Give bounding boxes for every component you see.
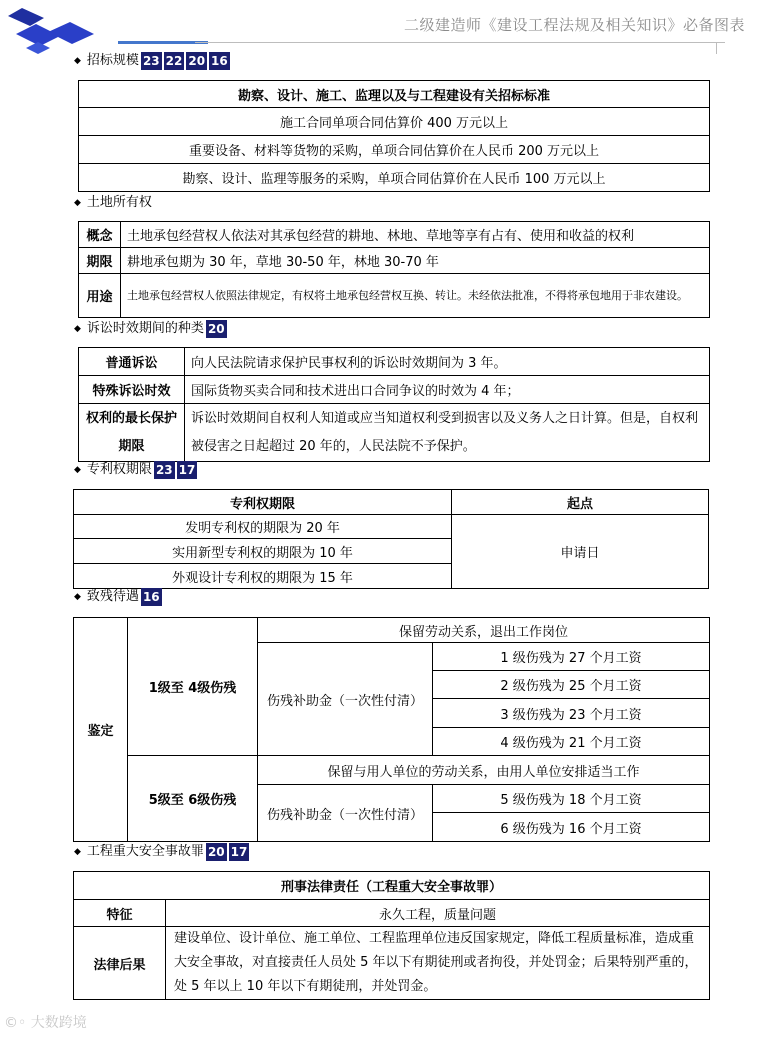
column-header: 起点 (452, 490, 709, 515)
section-crime-heading (74, 843, 249, 861)
table-cell: 2 级伤残为 25 个月工资 (433, 671, 710, 699)
header-corner-mark (716, 42, 729, 54)
section-title: 工程重大安全事故罪 (86, 844, 204, 859)
table-header: 刑事法律责任（工程重大安全事故罪） (74, 872, 710, 900)
subsidy-cell: 伤残补助金（一次性付清） (258, 643, 433, 756)
row-label: 普通诉讼 (79, 348, 185, 376)
table-cell: 勘察、设计、监理等服务的采购，单项合同估算价在人民币 100 万元以上 (79, 164, 710, 192)
header-divider (195, 42, 725, 43)
table-cell: 保留与用人单位的劳动关系，由用人单位安排适当工作 (258, 756, 710, 785)
section-patent-heading (74, 461, 197, 479)
diamond-bullet-icon: ◆ (74, 56, 81, 66)
table-cell: 施工合同单项合同估算价 400 万元以上 (79, 108, 710, 136)
level-label: 1级至 4级伤残 (128, 618, 258, 756)
logo-diamonds-icon (8, 8, 128, 58)
crime-table (73, 871, 710, 1000)
table-cell: 4 级伤残为 21 个月工资 (433, 728, 710, 756)
limitation-table (78, 347, 710, 462)
table-cell: 土地承包经营权人依照法律规定，有权将土地承包经营权互换、转让。未经依法批准，不得将承包地用于非农建设。 (121, 274, 710, 318)
year-badge: 20 (188, 54, 206, 68)
section-land-heading (74, 194, 152, 212)
year-badge: 17 (178, 463, 196, 477)
year-badge: 23 (155, 463, 173, 477)
table-cell: 建设单位、设计单位、施工单位、工程监理单位违反国家规定，降低工程质量标准，造成重大安全事故，对直接责任人员处 5 年以下有期徒刑或者拘役，并处罚金；后果特别严重的，处 5 年以上 10 年以下有期徒刑，并处罚金。 (166, 927, 710, 1000)
section-title: 致残待遇 (86, 589, 139, 604)
row-label: 法律后果 (74, 927, 166, 1000)
year-badge: 17 (230, 845, 248, 859)
table-cell: 3 级伤残为 23 个月工资 (433, 699, 710, 728)
page-header-title: 二级建造师《建设工程法规及相关知识》必备图表 (404, 16, 746, 34)
table-header: 勘察、设计、施工、监理以及与工程建设有关招标标准 (79, 81, 710, 108)
row-label: 期限 (79, 248, 121, 274)
table-cell: 诉讼时效期间自权利人知道或应当知道权利受到损害以及义务人之日计算。但是，自权利被侵害之日起超过 20 年的，人民法院不予保护。 (185, 404, 710, 462)
table-cell: 5 级伤残为 18 个月工资 (433, 785, 710, 813)
diamond-bullet-icon: ◆ (74, 847, 81, 857)
table-cell: 发明专利权的期限为 20 年 (74, 515, 452, 539)
patent-table (73, 489, 709, 589)
year-badge: 22 (165, 54, 183, 68)
year-badge: 20 (207, 322, 225, 336)
section-limitation-heading (74, 320, 227, 338)
table-cell: 保留劳动关系，退出工作岗位 (258, 618, 710, 643)
bidding-table (78, 80, 710, 192)
watermark-text: 大数跨境 (30, 1015, 87, 1031)
diamond-bullet-icon: ◆ (74, 324, 81, 334)
column-header: 专利权期限 (74, 490, 452, 515)
subsidy-cell: 伤残补助金（一次性付清） (258, 785, 433, 842)
diamond-bullet-icon: ◆ (74, 198, 81, 208)
level-label: 5级至 6级伤残 (128, 756, 258, 842)
section-title: 土地所有权 (86, 195, 152, 210)
table-cell: 永久工程，质量问题 (166, 900, 710, 927)
land-table (78, 221, 710, 318)
table-cell: 1 级伤残为 27 个月工资 (433, 643, 710, 671)
table-cell: 耕地承包期为 30 年，草地 30-50 年，林地 30-70 年 (121, 248, 710, 274)
disability-table (73, 617, 710, 842)
table-cell: 向人民法院请求保护民事权利的诉讼时效期间为 3 年。 (185, 348, 710, 376)
row-label: 概念 (79, 222, 121, 248)
row-label: 鉴定 (74, 618, 128, 842)
table-cell: 土地承包经营权人依法对其承包经营的耕地、林地、草地等享有占有、使用和收益的权利 (121, 222, 710, 248)
section-title: 招标规模 (86, 53, 139, 68)
section-disability-heading (74, 588, 162, 606)
year-badge: 23 (142, 54, 160, 68)
section-bidding-heading (74, 52, 230, 70)
watermark (4, 1012, 87, 1032)
row-label: 特殊诉讼时效 (79, 376, 185, 404)
year-badge: 20 (207, 845, 225, 859)
year-badge: 16 (211, 54, 228, 68)
patent-start-cell: 申请日 (452, 515, 709, 589)
diamond-bullet-icon: ◆ (74, 465, 81, 475)
row-label: 用途 (79, 274, 121, 318)
row-label: 权利的最长保护期限 (79, 404, 185, 462)
table-cell: 重要设备、材料等货物的采购，单项合同估算价在人民币 200 万元以上 (79, 136, 710, 164)
row-label: 特征 (74, 900, 166, 927)
section-title: 专利权期限 (86, 462, 152, 477)
table-cell: 外观设计专利权的期限为 15 年 (74, 564, 452, 589)
table-cell: 6 级伤残为 16 个月工资 (433, 813, 710, 842)
table-cell: 实用新型专利权的期限为 10 年 (74, 539, 452, 564)
diamond-bullet-icon: ◆ (74, 592, 81, 602)
section-title: 诉讼时效期间的种类 (86, 321, 204, 336)
table-cell: 国际货物买卖合同和技术进出口合同争议的时效为 4 年； (185, 376, 710, 404)
year-badge: 16 (142, 590, 160, 604)
watermark-logo-icon: ©◦ (4, 1015, 27, 1031)
